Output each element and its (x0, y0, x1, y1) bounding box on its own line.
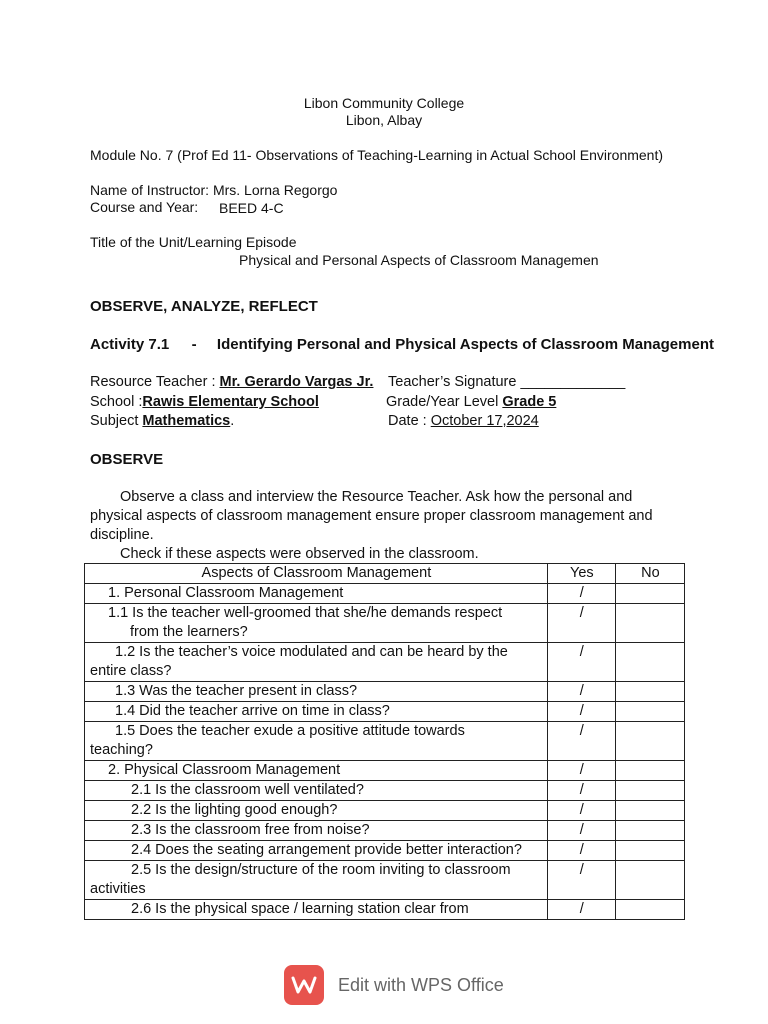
aspect-cell: 1. Personal Classroom Management (85, 584, 548, 604)
yes-cell: / (547, 682, 615, 702)
course-value: BEED 4-C (219, 200, 284, 216)
signature-blank: _____________ (520, 374, 626, 390)
wps-watermark[interactable] (284, 965, 504, 1005)
aspect-cell: 1.4 Did the teacher arrive on time in class? (85, 702, 548, 722)
no-cell (615, 861, 684, 900)
grade-label: Grade/Year Level (386, 394, 499, 410)
no-cell (615, 604, 684, 643)
course-label: Course and Year: (90, 199, 199, 215)
yes-cell: / (547, 643, 615, 682)
yes-cell: / (547, 702, 615, 722)
instructor-value: Mrs. Lorna Regorgo (212, 182, 338, 198)
no-cell (615, 722, 684, 761)
table-row (85, 781, 685, 801)
date-value: October 17,2024 (430, 413, 539, 429)
aspect-text: 1.5 Does the teacher exude a positive attitude towards (115, 723, 465, 739)
yes-cell: / (547, 900, 615, 920)
aspect-text: 1.2 Is the teacher’s voice modulated and can be heard by the (115, 644, 508, 660)
header-aspect: Aspects of Classroom Management (85, 564, 548, 584)
no-cell (615, 781, 684, 801)
header-no: No (615, 564, 684, 584)
aspect-text-cont: activities (90, 881, 146, 897)
instructions-text: Observe a class and interview the Resource Teacher. Ask how the personal and physical aspects of classroom management ensure proper classroom management and discipline. (90, 489, 653, 543)
no-cell (615, 702, 684, 722)
aspect-cell: 1.3 Was the teacher present in class? (85, 682, 548, 702)
subject-suffix: . (230, 413, 235, 429)
resource-teacher-value: Mr. Gerardo Vargas Jr. (219, 374, 374, 390)
activity-number: Activity 7.1 (90, 336, 170, 353)
yes-cell: / (547, 722, 615, 761)
unit-title: Physical and Personal Aspects of Classroom Managemen (239, 252, 599, 268)
aspects-table (84, 563, 685, 920)
table-row (85, 682, 685, 702)
subject-value: Mathematics (142, 413, 231, 429)
table-row (85, 900, 685, 920)
section-heading: OBSERVE, ANALYZE, REFLECT (90, 298, 318, 315)
table-header-row (85, 564, 685, 584)
wps-logo-icon (284, 965, 324, 1005)
grade-line (386, 394, 556, 410)
no-cell (615, 682, 684, 702)
table-row (85, 821, 685, 841)
aspect-cell: 2. Physical Classroom Management (85, 761, 548, 781)
yes-cell: / (547, 761, 615, 781)
signature-label: Teacher’s Signature (388, 374, 517, 390)
yes-cell: / (547, 841, 615, 861)
aspect-text: 1.1 Is the teacher well-groomed that she/he demands respect (108, 605, 503, 621)
aspect-text-cont: entire class? (90, 663, 172, 679)
yes-cell: / (547, 604, 615, 643)
module-line: Module No. 7 (Prof Ed 11- Observations of Teaching-Learning in Actual School Environment) (90, 147, 664, 163)
aspect-cell (85, 604, 548, 643)
yes-cell: / (547, 821, 615, 841)
yes-cell: / (547, 584, 615, 604)
aspect-cell: 2.2 Is the lighting good enough? (85, 801, 548, 821)
table-row (85, 604, 685, 643)
subject-label: Subject (90, 413, 139, 429)
table-row (85, 643, 685, 682)
instructions-paragraph (90, 488, 680, 545)
instructions-check-text: Check if these aspects were observed in the classroom. (120, 546, 479, 562)
college-name: Libon Community College (303, 95, 465, 111)
aspect-cell (85, 861, 548, 900)
resource-teacher-label: Resource Teacher : (90, 374, 216, 390)
header-yes: Yes (547, 564, 615, 584)
table-row (85, 841, 685, 861)
table-row (85, 584, 685, 604)
table-row (85, 702, 685, 722)
no-cell (615, 761, 684, 781)
unit-label: Title of the Unit/Learning Episode (90, 234, 297, 250)
subject-line (90, 413, 234, 429)
no-cell (615, 801, 684, 821)
wps-label[interactable]: Edit with WPS Office (338, 974, 504, 995)
yes-cell: / (547, 801, 615, 821)
table-row (85, 801, 685, 821)
aspect-text: 2.5 Is the design/structure of the room inviting to classroom (131, 862, 511, 878)
instructions-check (90, 545, 690, 564)
aspect-cell: 2.4 Does the seating arrangement provide better interaction? (85, 841, 548, 861)
instructor-line (90, 181, 337, 199)
activity-heading (90, 336, 714, 353)
no-cell (615, 584, 684, 604)
date-label: Date : (388, 413, 427, 429)
aspect-cell (85, 722, 548, 761)
no-cell (615, 841, 684, 861)
observe-heading: OBSERVE (90, 451, 164, 468)
aspect-text-cont: teaching? (90, 742, 153, 758)
activity-title: Identifying Personal and Physical Aspects of Classroom Management (216, 336, 714, 353)
grade-value: Grade 5 (502, 394, 557, 410)
table-row (85, 861, 685, 900)
activity-dash: - (191, 336, 197, 353)
date-line (388, 413, 539, 429)
college-location: Libon, Albay (345, 112, 423, 128)
yes-cell: / (547, 781, 615, 801)
signature-line (388, 374, 625, 390)
aspect-cell: 2.6 Is the physical space / learning station clear from (85, 900, 548, 920)
aspect-cell (85, 643, 548, 682)
aspect-text-cont: from the learners? (130, 624, 248, 640)
school-label: School : (90, 394, 143, 410)
no-cell (615, 643, 684, 682)
table-row (85, 722, 685, 761)
no-cell (615, 821, 684, 841)
school-value: Rawis Elementary School (142, 394, 319, 410)
aspect-cell: 2.3 Is the classroom free from noise? (85, 821, 548, 841)
yes-cell: / (547, 861, 615, 900)
resource-teacher-line (90, 374, 373, 390)
no-cell (615, 900, 684, 920)
aspect-cell: 2.1 Is the classroom well ventilated? (85, 781, 548, 801)
school-line (90, 394, 319, 410)
table-row (85, 761, 685, 781)
instructor-label: Name of Instructor: (90, 182, 210, 198)
